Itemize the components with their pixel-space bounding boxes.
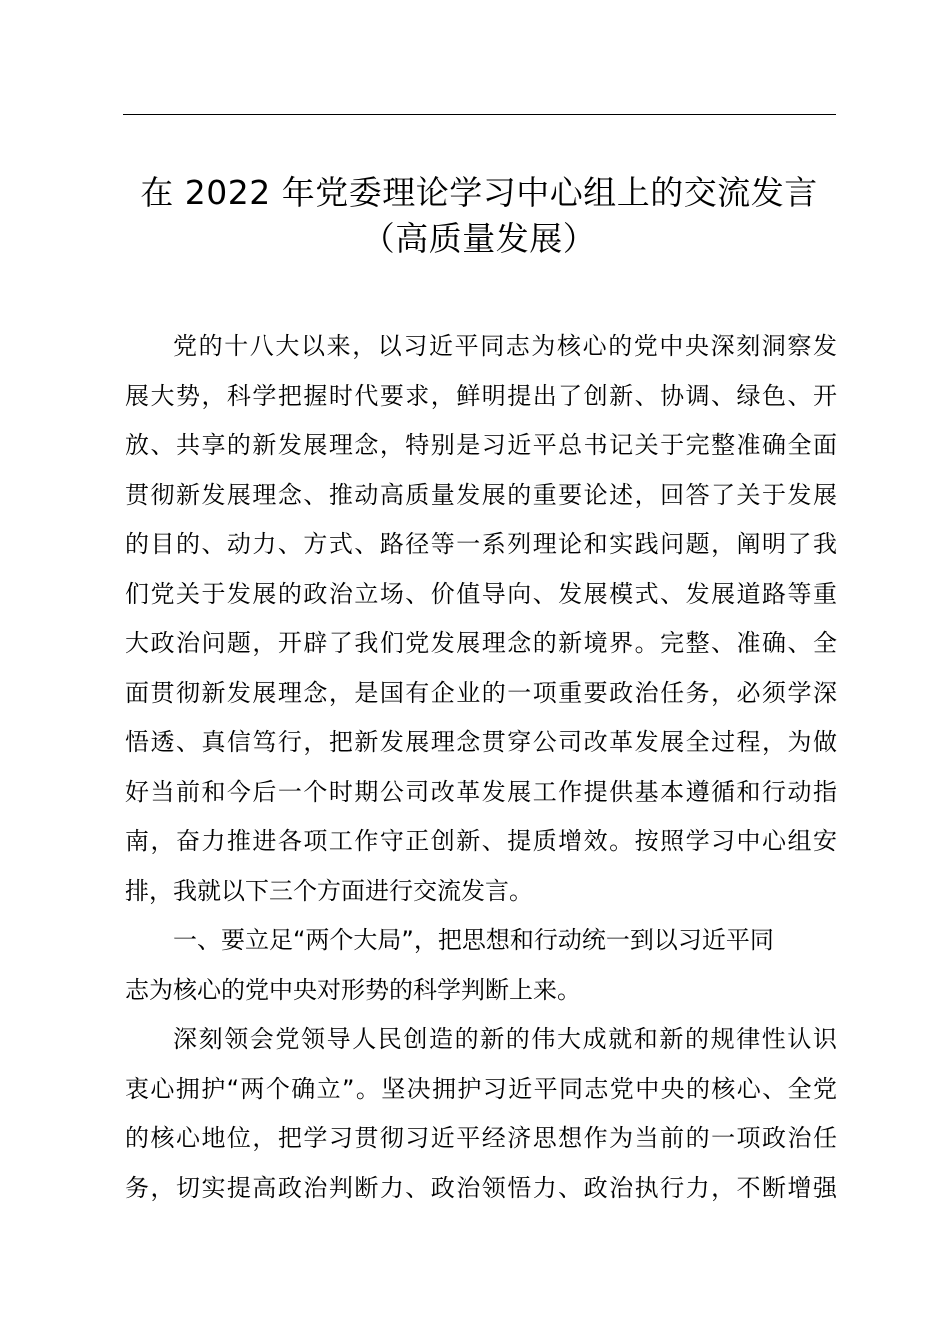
paragraph-line: 志为核心的党中央对形势的科学判断上来。 [125,975,581,1004]
title-subtitle-line: （高质量发展） [361,219,597,258]
paragraph-line: 悟透、真信笃行，把新发展理念贯穿公司改革发展全过程，为做 [125,728,837,756]
paragraph-line: 的核心地位，把学习贯彻习近平经济思想作为当前的一项政治任 [125,1124,837,1152]
paragraph-line: 们党关于发展的政治立场、价值导向、发展模式、发展道路等重 [125,579,837,608]
paragraph-line: 展大势，科学把握时代要求，鲜明提出了创新、协调、绿色、开 [125,381,837,410]
paragraph-line: 深刻领会党领导人民创造的新的伟大成就和新的规律性认识 [173,1025,837,1053]
paragraph-line: 南，奋力推进各项工作守正创新、提质增效。按照学习中心组安 [125,827,837,855]
paragraph-line: 一、要立足“两个大局”，把思想和行动统一到以习近平同 [173,926,774,954]
paragraph-intro [125,322,837,916]
paragraph-line: 贯彻新发展理念、推动高质量发展的重要论述，回答了关于发展 [125,480,837,509]
section-heading-one [125,916,837,1015]
paragraph-line: 放、共享的新发展理念，特别是习近平总书记关于完整准确全面 [125,431,837,459]
document-title [100,170,858,262]
paragraph-line: 衷心拥护“两个确立”。坚决拥护习近平同志党中央的核心、全党 [125,1074,837,1103]
paragraph-line: 排，我就以下三个方面进行交流发言。 [125,876,533,905]
paragraph-line: 大政治问题，开辟了我们党发展理念的新境界。完整、准确、全 [125,629,837,657]
paragraph-section-one-body [125,1015,837,1213]
paragraph-line: 党的十八大以来，以习近平同志为核心的党中央深刻洞察发 [173,332,837,360]
paragraph-line: 的目的、动力、方式、路径等一系列理论和实践问题，阐明了我 [125,530,837,558]
paragraph-line: 好当前和今后一个时期公司改革发展工作提供基本遵循和行动指 [125,777,837,806]
paragraph-line: 务，切实提高政治判断力、政治领悟力、政治执行力，不断增强 [125,1173,837,1202]
header-rule [123,114,836,115]
title-line: 在 2022 年党委理论学习中心组上的交流发言 [140,173,818,212]
paragraph-line: 面贯彻新发展理念，是国有企业的一项重要政治任务，必须学深 [125,678,837,707]
document-body [125,322,837,1213]
